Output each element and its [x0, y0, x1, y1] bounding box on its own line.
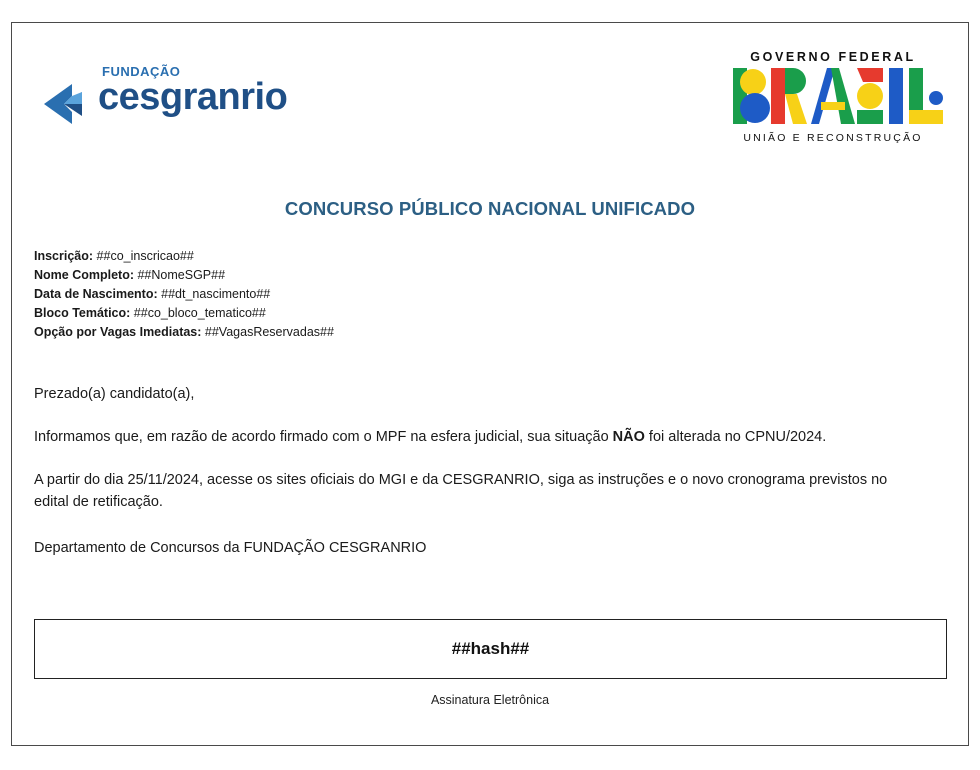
sender-line: Departamento de Concursos da FUNDAÇÃO CESGRANRIO [34, 540, 427, 556]
field-inscricao [34, 247, 334, 266]
situation-paragraph [34, 426, 826, 448]
field-value: ##co_bloco_tematico## [133, 306, 266, 320]
field-label: Opção por Vagas Imediatas: [34, 325, 202, 339]
page-title: CONCURSO PÚBLICO NACIONAL UNIFICADO [284, 198, 696, 219]
brasil-logo-graphic [733, 66, 948, 128]
greeting: Prezado(a) candidato(a), [34, 386, 195, 402]
field-value: ##dt_nascimento## [161, 287, 271, 301]
situation-text-end: foi alterada no CPNU/2024. [644, 429, 827, 445]
field-label: Data de Nascimento: [34, 287, 158, 301]
candidate-fields [34, 247, 334, 342]
field-bloco [34, 304, 334, 323]
hash-value: ##hash## [451, 639, 530, 658]
situation-text: Informamos que, em razão de acordo firmado com o MPF na esfera judicial, sua situação [34, 429, 613, 445]
governo-federal-text: GOVERNO FEDERAL [750, 50, 916, 64]
field-value: ##co_inscricao## [96, 249, 194, 263]
field-value: ##VagasReservadas## [204, 325, 334, 339]
field-value: ##NomeSGP## [137, 268, 226, 282]
field-nome [34, 266, 334, 285]
uniao-reconstrucao-text: UNIÃO E RECONSTRUÇÃO [743, 132, 923, 144]
field-label: Bloco Temático: [34, 306, 131, 320]
field-label: Inscrição: [34, 249, 94, 263]
situation-emphasis: NÃO [612, 429, 645, 445]
field-vagas [34, 323, 334, 342]
cesgranrio-logo [42, 62, 332, 132]
cesgranrio-arrow-icon [42, 80, 100, 128]
signature-label: Assinatura Eletrônica [430, 693, 550, 707]
field-nascimento [34, 285, 334, 304]
field-label: Nome Completo: [34, 268, 134, 282]
cesgranrio-name: cesgranrio [98, 76, 288, 118]
hash-box [34, 619, 947, 679]
cesgranrio-prefix: FUNDAÇÃO [102, 64, 181, 79]
instructions-paragraph: A partir do dia 25/11/2024, acesse os sites oficiais do MGI e da CESGRANRIO, siga as instruções e o novo cronograma previstos no edital de retificação. [34, 472, 888, 510]
governo-federal-logo [733, 46, 948, 156]
